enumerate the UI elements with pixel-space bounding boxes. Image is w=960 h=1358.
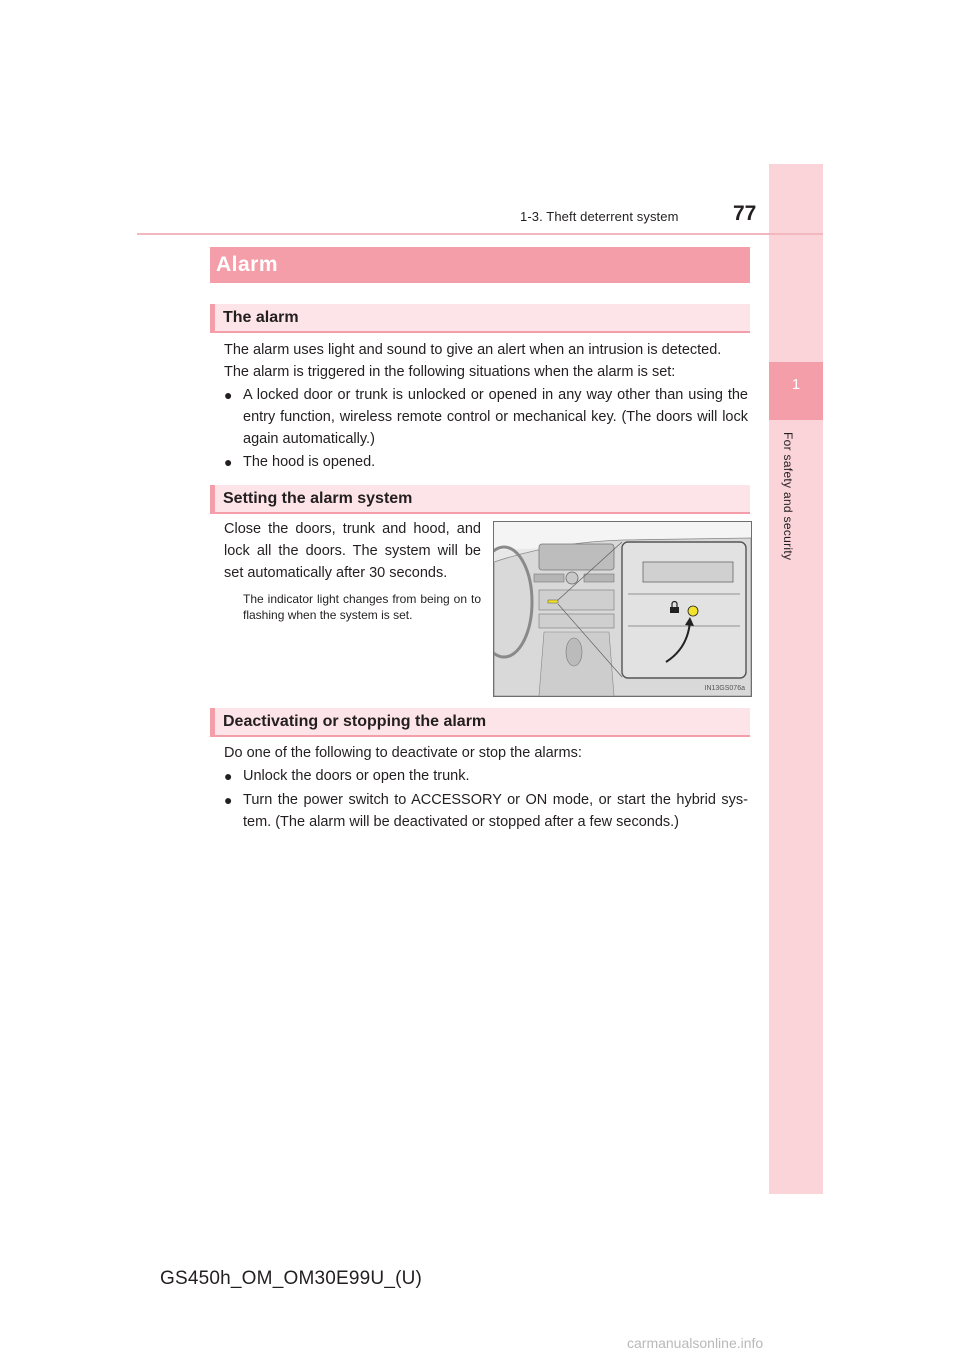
deactivate-intro: Do one of the following to deactivate or stop the alarms: [224, 745, 582, 761]
header-rule [137, 233, 823, 235]
figure-code: IN13GS076a [704, 685, 745, 692]
chapter-side-tab [769, 164, 823, 1194]
deactivate-bullet-2: Turn the power switch to ACCESSORY or ON mode, or start the hybrid sys-tem. (The alarm will be deactivated or stopped after a few seconds.) [243, 792, 748, 830]
chapter-number: 1 [791, 376, 801, 393]
list-item [224, 765, 748, 787]
alarm-bullet-2: The hood is opened. [243, 454, 376, 470]
section-heading-text: Deactivating or stopping the alarm [223, 713, 487, 730]
main-heading: Alarm [216, 253, 279, 276]
bullet-icon: ● [224, 792, 233, 808]
section-heading-the-alarm [210, 304, 750, 333]
list-item [224, 384, 748, 450]
bullet-icon: ● [224, 387, 233, 403]
section-heading-setting [210, 485, 750, 514]
setting-body: Close the doors, trunk and hood, and lock all the doors. The system will be set automatically after 30 seconds. [224, 521, 481, 581]
bullet-icon: ● [224, 768, 233, 784]
deactivate-bullet-1: Unlock the doors or open the trunk. [243, 768, 470, 784]
alarm-intro-2: The alarm is triggered in the following situations when the alarm is set: [224, 364, 676, 380]
main-heading-bar [210, 247, 750, 283]
chapter-title: For safety and security [781, 432, 795, 561]
section-heading-deactivating [210, 708, 750, 737]
watermark: carmanualsonline.info [627, 1335, 764, 1351]
section-heading-text: The alarm [223, 309, 299, 326]
list-item [224, 451, 748, 473]
setting-note: The indicator light changes from being on to flashing when the system is set. [243, 592, 481, 622]
dashboard-illustration [493, 521, 752, 697]
running-header-section: 1-3. Theft deterrent system [520, 209, 679, 224]
dashboard-drawing [494, 522, 751, 696]
section-heading-text: Setting the alarm system [223, 490, 413, 507]
alarm-intro-1: The alarm uses light and sound to give an alert when an intrusion is detected. [224, 342, 722, 358]
document-id: GS450h_OM_OM30E99U_(U) [160, 1268, 423, 1289]
bullet-icon: ● [224, 454, 233, 470]
page-number: 77 [733, 202, 757, 225]
list-item [224, 789, 748, 833]
alarm-bullet-1: A locked door or trunk is unlocked or opened in any way other than using the entry function, wireless remote control or mechanical key. (The doors will lock again automatically.) [243, 387, 748, 447]
